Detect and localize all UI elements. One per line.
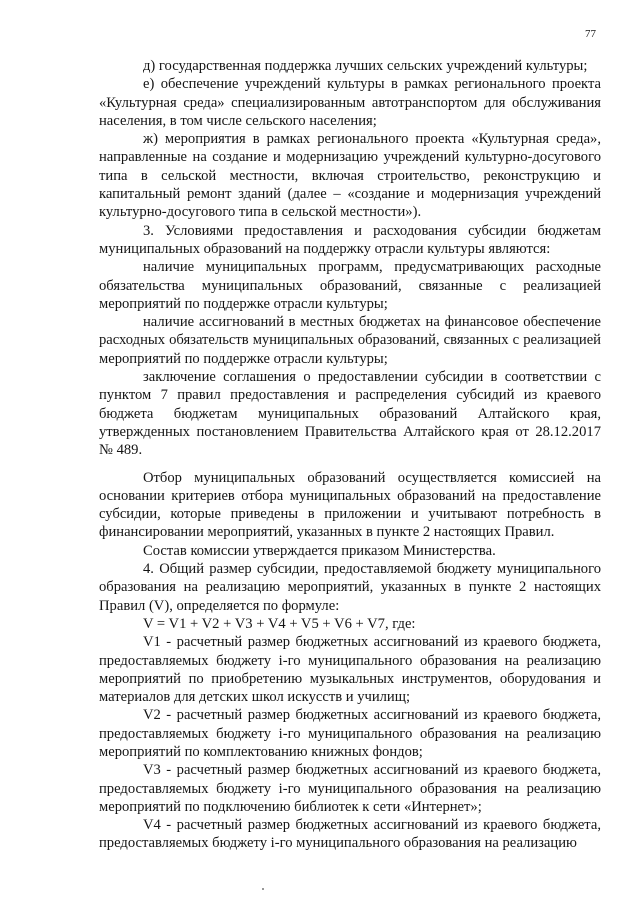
paragraph-commission-composition: Состав комиссии утверждается приказом Министерства. <box>143 542 496 559</box>
paragraph-e-vehicles: е) обеспечение учреждений культуры в рамках регионального проекта «Культурная среда» специализированным автотранспортом для обслуживания населения, в том числе сельского населения; <box>99 76 601 129</box>
paragraph-v4-definition: V4 - расчетный размер бюджетных ассигнований из краевого бюджета, предоставляемых бюджету i-го муниципального образования на реализацию <box>99 817 601 852</box>
formula-line: V = V1 + V2 + V3 + V4 + V5 + V6 + V7, где: <box>143 615 416 632</box>
paragraph-v3-definition: V3 - расчетный размер бюджетных ассигнований из краевого бюджета, предоставляемых бюджету i-го муниципального образования на реализацию мероприятий по подключению библиотек к сети «Интернет»; <box>99 762 601 815</box>
paragraph-selection-commission: Отбор муниципальных образований осуществляется комиссией на основании критериев отбора муниципальных образований на предоставление субсидии, которые приведены в приложении и учитывают потребность в финансировании мероприятий, указанных в пункте 2 настоящих Правил. <box>99 469 601 541</box>
paragraph-4-total-subsidy: 4. Общий размер субсидии, предоставляемой бюджету муниципального образования на реализацию мероприятий, указанных в пункте 2 настоящих Правил (V), определяется по формуле: <box>99 561 601 614</box>
page-number: 77 <box>585 28 596 40</box>
document-body <box>99 57 601 853</box>
paragraph-zh-cultural-centers: ж) мероприятия в рамках регионального проекта «Культурная среда», направленные на создание и модернизацию учреждений культурно-досугового типа в сельской местности, включая строительство, реконструкцию и капитальный ремонт зданий (далее – «создание и модернизация учреждений культурно-досугового типа в сельской местности»). <box>99 131 601 221</box>
paragraph-agreement: заключение соглашения о предоставлении субсидии в соответствии с пунктом 7 правил предоставления и распределения субсидий из краевого бюджета бюджетам муниципальных образований Алтайского края, утвержденных постановлением Правительства Алтайского края от 28.12.2017 № 489. <box>99 369 601 459</box>
paragraph-municipal-programs: наличие муниципальных программ, предусматривающих расходные обязательства муниципальных образований, связанные с реализацией мероприятий по поддержке отрасли культуры; <box>99 259 601 312</box>
paragraph-v1-definition: V1 - расчетный размер бюджетных ассигнований из краевого бюджета, предоставляемых бюджету i-го муниципального образования на реализацию мероприятий по приобретению музыкальных инструментов, оборудования и материалов для детских школ искусств и училищ; <box>99 634 601 706</box>
paragraph-local-budget-allocations: наличие ассигнований в местных бюджетах на финансовое обеспечение расходных обязательств муниципальных образований, связанных с реализацией мероприятий по поддержке отрасли культуры; <box>99 314 601 367</box>
paragraph-3-conditions: 3. Условиями предоставления и расходования субсидии бюджетам муниципальных образований на поддержку отрасли культуры являются: <box>99 222 601 257</box>
paragraph-d-support-rural-institutions: д) государственная поддержка лучших сельских учреждений культуры; <box>143 58 588 74</box>
scan-speck <box>262 888 264 890</box>
paragraph-v2-definition: V2 - расчетный размер бюджетных ассигнований из краевого бюджета, предоставляемых бюджету i-го муниципального образования на реализацию мероприятий по комплектованию книжных фондов; <box>99 707 601 760</box>
